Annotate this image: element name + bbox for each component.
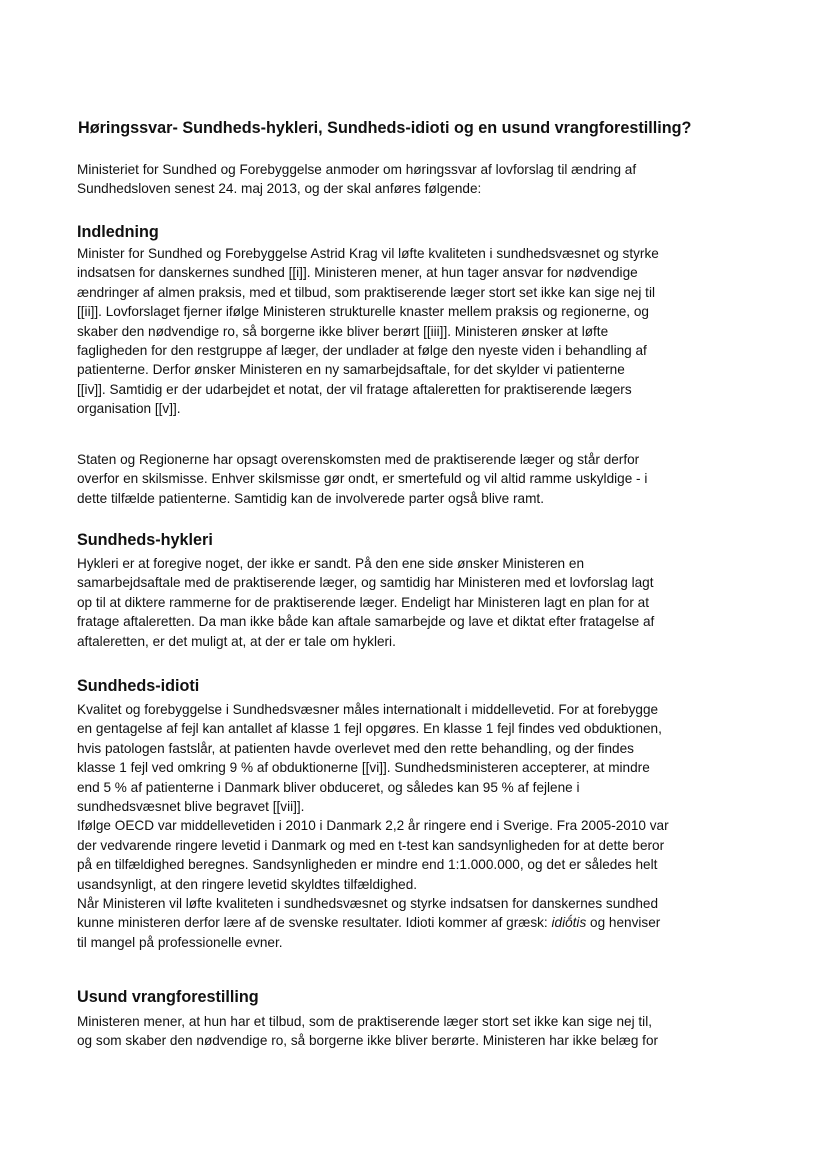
- text-line: Kvalitet og forebyggelse i Sundhedsvæsner måles internationalt i middellevetid. For at forebygge: [77, 702, 659, 717]
- section-heading-indledning: Indledning: [77, 223, 159, 241]
- text-line: klasse 1 fejl ved omkring 9 % af obduktionerne [[vi]]. Sundhedsministeren accepterer, at mindre: [77, 760, 650, 776]
- indledning-paragraph-1: [77, 244, 757, 419]
- text-line: [77, 913, 757, 932]
- text-line: Minister for Sundhed og Forebyggelse Astrid Krag vil løfte kvaliteten i sundhedsvæsnet og styrke: [77, 246, 659, 261]
- text-line: Ifølge OECD var middellevetiden i 2010 i Danmark 2,2 år ringere end i Sverige. Fra 2005-2010 var: [77, 818, 669, 834]
- idioti-paragraph: [77, 700, 757, 952]
- text-line: Ministeriet for Sundhed og Forebyggelse anmoder om høringssvar af lovforslag til ændring af: [77, 162, 637, 177]
- text-line: der vedvarende ringere levetid i Danmark og med en t-test kan sandsynligheden for at dette beror: [77, 837, 665, 853]
- text-line: og som skaber den nødvendige ro, så borgerne ikke bliver berørte. Ministeren har ikke belæg for: [77, 1033, 659, 1049]
- text-line: [[iv]]. Samtidig er der udarbejdet et notat, der vil fratage aftaleretten for praktiserende lægers: [77, 381, 632, 397]
- text-line: op til at diktere rammerne for de praktiserende læger. Endeligt har Ministeren lagt en plan for at: [77, 594, 649, 610]
- section-heading-hykleri: Sundheds-hykleri: [77, 531, 213, 549]
- text-line: fagligheden for den restgruppe af læger, der undlader at følge den nyeste viden i behandling af: [77, 343, 647, 359]
- text-line: en gentagelse af fejl kan antallet af klasse 1 fejl opgøres. En klasse 1 fejl findes ved obduktionen,: [77, 721, 662, 737]
- text-line: Hykleri er at foregive noget, der ikke er sandt. På den ene side ønsker Ministeren en: [77, 556, 585, 571]
- text-line: Staten og Regionerne har opsagt overenskomsten med de praktiserende læger og står derfor: [77, 452, 640, 467]
- greek-word: idiṓtis: [551, 915, 587, 931]
- vrangforestilling-paragraph: [77, 1012, 757, 1051]
- text-line: aftaleretten, er det muligt at, at der er tale om hykleri.: [77, 633, 396, 649]
- text-segment: kunne ministeren derfor lære af de svenske resultater. Idioti kommer af græsk:: [77, 915, 552, 931]
- text-line: indsatsen for danskernes sundhed [[i]]. Ministeren mener, at hun tager ansvar for nødvendige: [77, 265, 638, 281]
- text-line: end 5 % af patienterne i Danmark bliver obduceret, og således kan 95 % af fejlene i: [77, 779, 580, 795]
- text-segment: og henviser: [586, 915, 661, 931]
- text-line: samarbejdsaftale med de praktiserende læger, og samtidig har Ministeren med et lovforslag lagt: [77, 575, 654, 591]
- text-line: Sundhedsloven senest 24. maj 2013, og der skal anføres følgende:: [77, 181, 482, 197]
- text-line: ændringer af almen praksis, med et tilbud, som praktiserende læger stort set ikke kan sige nej til: [77, 284, 655, 300]
- text-line: dette tilfælde patienterne. Samtidig kan de involverede parter også blive ramt.: [77, 490, 544, 506]
- text-line: [[ii]]. Lovforslaget fjerner ifølge Ministeren strukturelle knaster mellem praksis og regionerne, og: [77, 304, 649, 320]
- text-line: patienterne. Derfor ønsker Ministeren en ny samarbejdsaftale, for det skylder vi patienterne: [77, 362, 625, 378]
- section-heading-idioti: Sundheds-idioti: [77, 677, 200, 695]
- intro-paragraph: [77, 160, 757, 199]
- text-line: på en tilfældighed beregnes. Sandsynligheden er mindre end 1:1.000.000, og det er således helt: [77, 857, 658, 873]
- text-line: Ministeren mener, at hun har et tilbud, som de praktiserende læger stort set ikke kan sige nej til,: [77, 1014, 652, 1029]
- text-line: Når Ministeren vil løfte kvaliteten i sundhedsvæsnet og styrke indsatsen for danskernes sundhed: [77, 896, 659, 912]
- text-line: hvis patologen fastslår, at patienten havde overlevet med den rette behandling, og der findes: [77, 740, 634, 756]
- hykleri-paragraph: [77, 554, 757, 651]
- section-heading-vrangforestilling: Usund vrangforestilling: [77, 988, 259, 1006]
- indledning-paragraph-2: [77, 450, 757, 508]
- text-line: skaber den nødvendige ro, så borgerne ikke bliver berørt [[iii]]. Ministeren ønsker at løfte: [77, 323, 609, 339]
- document-title: Høringssvar- Sundheds-hykleri, Sundheds-idioti og en usund vrangforestilling?: [78, 119, 692, 137]
- text-line: usandsynligt, at den ringere levetid skyldtes tilfældighed.: [77, 876, 418, 892]
- text-line: sundhedsvæsnet blive begravet [[vii]].: [77, 799, 305, 815]
- text-line: overfor en skilsmisse. Enhver skilsmisse gør ondt, er smertefuld og vil altid ramme uskyldige - i: [77, 471, 648, 487]
- text-line: til mangel på professionelle evner.: [77, 934, 283, 950]
- text-line: fratage aftaleretten. Da man ikke både kan aftale samarbejde og lave et diktat efter fratagelse af: [77, 614, 655, 630]
- text-line: organisation [[v]].: [77, 401, 181, 417]
